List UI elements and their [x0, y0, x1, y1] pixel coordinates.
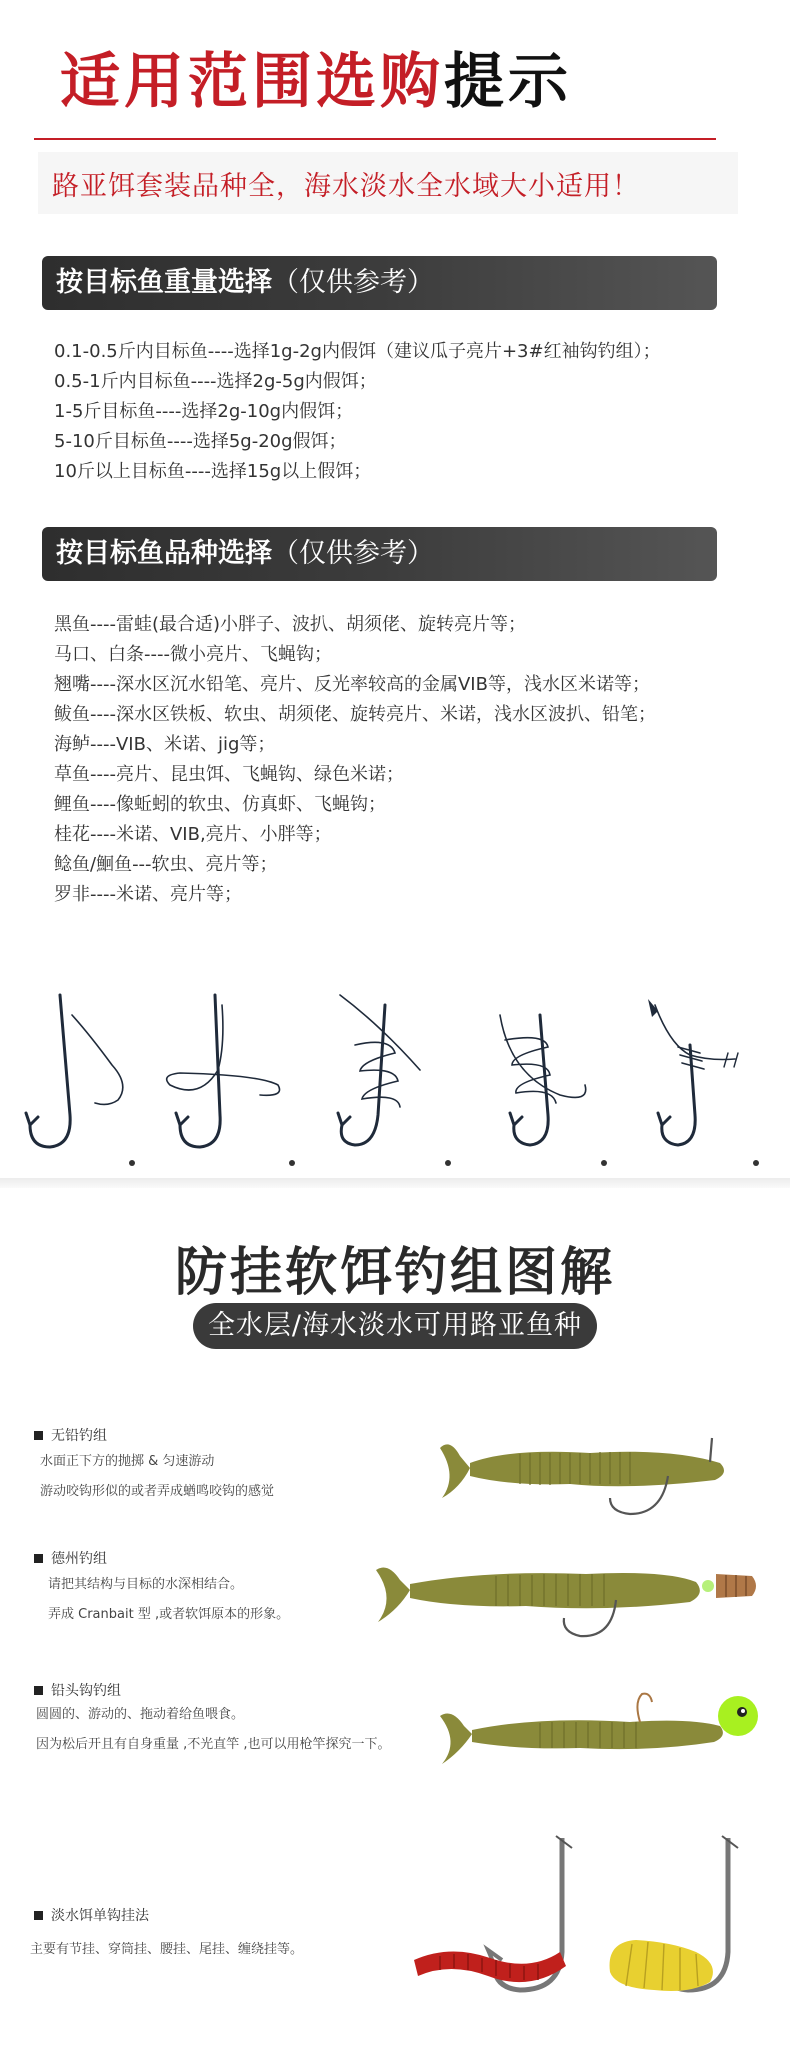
section-divider: [0, 1178, 790, 1188]
knot-step-1-icon: [26, 995, 123, 1147]
title-underline: [34, 138, 716, 140]
bullet-square-icon: [34, 1554, 43, 1563]
step-marker-icon: [445, 1160, 451, 1166]
species-list: [54, 610, 656, 910]
rig-4-title: [34, 1905, 149, 1925]
rig-desc-line: 主要有节挂、穿筒挂、腰挂、尾挂、缠绕挂等。: [30, 1942, 304, 1957]
rig-4-name: 淡水饵单钩挂法: [51, 1908, 149, 1924]
species-section-title: 按目标鱼品种选择: [56, 538, 272, 569]
weight-section-note: （仅供参考）: [272, 267, 434, 298]
knot-step-4-icon: [500, 1015, 586, 1145]
knot-step-2-icon: [167, 995, 280, 1147]
rig-desc-line: 游动咬钩形似的或者弄成蝤鸣咬钩的感觉: [40, 1484, 275, 1499]
list-item: 马口、白条----微小亮片、飞蝇钩；: [54, 644, 332, 665]
species-section-header: [42, 527, 717, 581]
rig-panel-title: 防挂软饵钓组图解: [174, 1243, 615, 1303]
rig-4-desc: [30, 1935, 303, 1965]
rig-2-name: 德州钓组: [51, 1551, 107, 1567]
list-item: 鲶鱼/鮰鱼---软虫、亮片等；: [54, 854, 278, 875]
rig-1-name: 无铅钓组: [51, 1428, 107, 1444]
title-red-part: 适用范围选购: [60, 47, 444, 117]
page-title: [60, 47, 572, 117]
freshwater-bait-hooks-icon: [410, 1832, 770, 2002]
list-item: 草鱼----亮片、昆虫饵、飞蝇钩、绿色米诺；: [54, 764, 404, 785]
title-black-part: 提示: [444, 47, 572, 117]
list-item: 10斤以上目标鱼----选择15g以上假饵；: [54, 461, 372, 482]
texas-rig-lure-icon: [366, 1540, 766, 1650]
weightless-rig-lure-icon: [430, 1418, 740, 1528]
knot-diagram: [0, 975, 790, 1175]
list-item: 鲅鱼----深水区铁板、软虫、胡须佬、旋转亮片、米诺，浅水区波扒、铅笔；: [54, 704, 656, 725]
list-item: 桂花----米诺、VIB,亮片、小胖等；: [54, 824, 332, 845]
weight-section-title: 按目标鱼重量选择: [56, 267, 272, 298]
list-item: 翘嘴----深水区沉水铅笔、亮片、反光率较高的金属VIB等，浅水区米诺等；: [54, 674, 650, 695]
rig-desc-line: 圆圆的、游动的、拖动着给鱼喂食。: [36, 1707, 245, 1722]
species-section-note: （仅供参考）: [272, 538, 434, 569]
bullet-square-icon: [34, 1911, 43, 1920]
step-marker-icon: [601, 1160, 607, 1166]
knot-step-3-icon: [338, 995, 420, 1145]
step-marker-icon: [129, 1160, 135, 1166]
list-item: 5-10斤目标鱼----选择5g-20g假饵；: [54, 431, 347, 452]
list-item: 黑鱼----雷蛙(最合适)小胖子、波扒、胡须佬、旋转亮片等；: [54, 614, 527, 635]
list-item: 海鲈----VIB、米诺、jig等；: [54, 734, 276, 755]
list-item: 鲤鱼----像蚯蚓的软虫、仿真虾、飞蝇钩；: [54, 794, 386, 815]
step-marker-icon: [289, 1160, 295, 1166]
subtitle: 路亚饵套装品种全，海水淡水全水域大小适用！: [52, 171, 640, 202]
knot-step-5-icon: [655, 1005, 738, 1145]
list-item: 0.1-0.5斤内目标鱼----选择1g-2g内假饵（建议瓜子亮片+3#红袖钩钓组）；: [54, 341, 661, 362]
rig-desc-line: 因为松后开且有自身重量 ,不光直竿 ,也可以用枪竿探究一下。: [36, 1737, 391, 1752]
rig-2-title: [34, 1548, 107, 1568]
list-item: 0.5-1斤内目标鱼----选择2g-5g内假饵；: [54, 371, 377, 392]
rig-3-title: [34, 1680, 121, 1700]
list-item: 罗非----米诺、亮片等；: [54, 884, 242, 905]
rig-3-name: 铅头钩钓组: [51, 1683, 121, 1699]
step-marker-icon: [753, 1160, 759, 1166]
bullet-square-icon: [34, 1686, 43, 1695]
rig-desc-line: 请把其结构与目标的水深相结合。: [48, 1577, 244, 1592]
rig-desc-line: 水面正下方的抛掷 & 匀速游动: [40, 1454, 215, 1469]
jig-head-rig-lure-icon: [430, 1680, 770, 1780]
rig-1-title: [34, 1425, 107, 1445]
bullet-square-icon: [34, 1431, 43, 1440]
weight-section-header: [42, 256, 717, 310]
rig-1-desc: [40, 1447, 274, 1507]
rig-panel-subtitle: 全水层/海水淡水可用路亚鱼种: [193, 1303, 597, 1349]
list-item: 1-5斤目标鱼----选择2g-10g内假饵；: [54, 401, 354, 422]
rig-3-desc: [36, 1700, 391, 1760]
weight-list: [54, 337, 661, 487]
rig-2-desc: [48, 1570, 289, 1630]
rig-desc-line: 弄成 Cranbait 型 ,或者软饵原本的形象。: [48, 1607, 290, 1622]
